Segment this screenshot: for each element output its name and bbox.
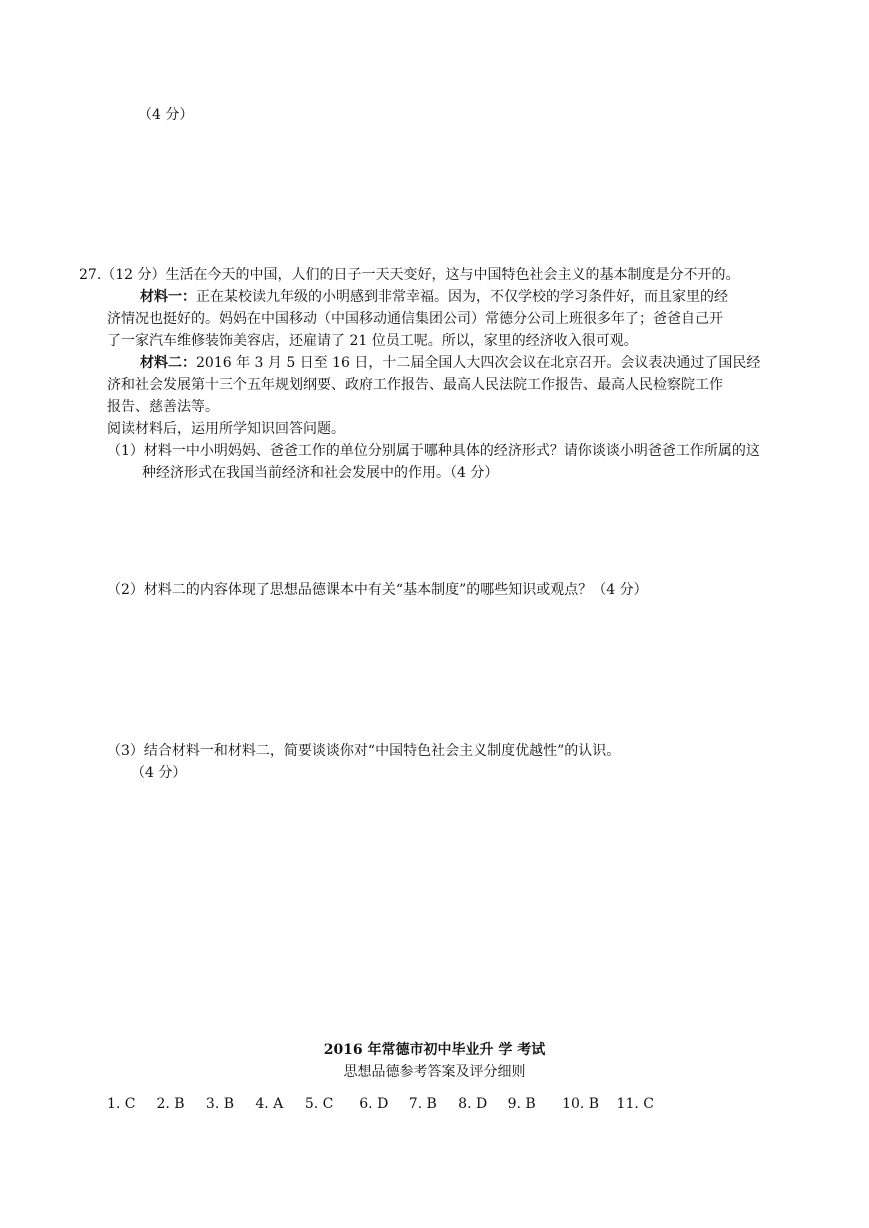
material-1-line-2: 济情况也挺好的。妈妈在中国移动（中国移动通信集团公司）常德分公司上班很多年了；爸爸自己开 [107,311,723,327]
instruction: 阅读材料后，运用所学知识回答问题。 [107,421,345,437]
material-2-label: 材料二： [140,355,196,371]
material-1-line-3: 了一家汽车维修装饰美容店，还雇请了 21 位员工呢。所以，家里的经济收入很可观。 [107,333,638,349]
answer-item: 3. B [205,1096,235,1112]
sub-question-3-line-2: （4 分） [131,765,187,781]
answer-key-title: 2016 年常德市初中毕业升 学 考试 [323,1042,546,1058]
question-27-intro: 27.（12 分）生活在今天的中国，人们的日子一天天变好，这与中国特色社会主义的基本制度是分不开的。 [79,267,740,283]
material-1-label: 材料一： [140,289,196,305]
answer-item: 5. C [304,1096,334,1112]
material-2-line-1 [140,356,760,370]
score-note: （4 分） [138,107,194,123]
answer-item: 1. C [107,1096,136,1112]
material-2-line-3: 报告、慈善法等。 [107,399,219,415]
answer-item: 11. C [616,1096,654,1112]
answer-item: 8. D [458,1096,488,1112]
answer-item: 7. B [408,1096,437,1112]
material-1-line-1 [140,290,728,304]
answer-item: 4. A [255,1096,284,1112]
material-2-text-1: 2016 年 3 月 5 日至 16 日，十二届全国人大四次会议在北京召开。会议表决通过了国民经 [196,355,761,371]
material-2-line-2: 济和社会发展第十三个五年规划纲要、政府工作报告、最高人民法院工作报告、最高人民检察院工作 [107,377,723,393]
material-1-text-1: 正在某校读九年级的小明感到非常幸福。因为，不仅学校的学习条件好，而且家里的经 [196,289,728,305]
answer-item: 9. B [507,1096,536,1112]
answer-item: 6. D [359,1096,389,1112]
sub-question-1-line-2: 种经济形式在我国当前经济和社会发展中的作用。（4 分） [142,465,499,481]
answer-item: 2. B [156,1096,185,1112]
answer-key-subtitle: 思想品德参考答案及评分细则 [343,1064,526,1080]
sub-question-2: （2）材料二的内容体现了思想品德课本中有关“基本制度”的哪些知识或观点？（4 分） [107,582,648,598]
sub-question-3-line-1: （3）结合材料一和材料二，简要谈谈你对“中国特色社会主义制度优越性”的认识。 [107,743,621,759]
answer-item: 10. B [562,1096,600,1112]
sub-question-1-line-1: （1）材料一中小明妈妈、爸爸工作的单位分别属于哪种具体的经济形式？请你谈谈小明爸爸工作所属的这 [107,443,760,459]
answer-list [107,1097,662,1111]
